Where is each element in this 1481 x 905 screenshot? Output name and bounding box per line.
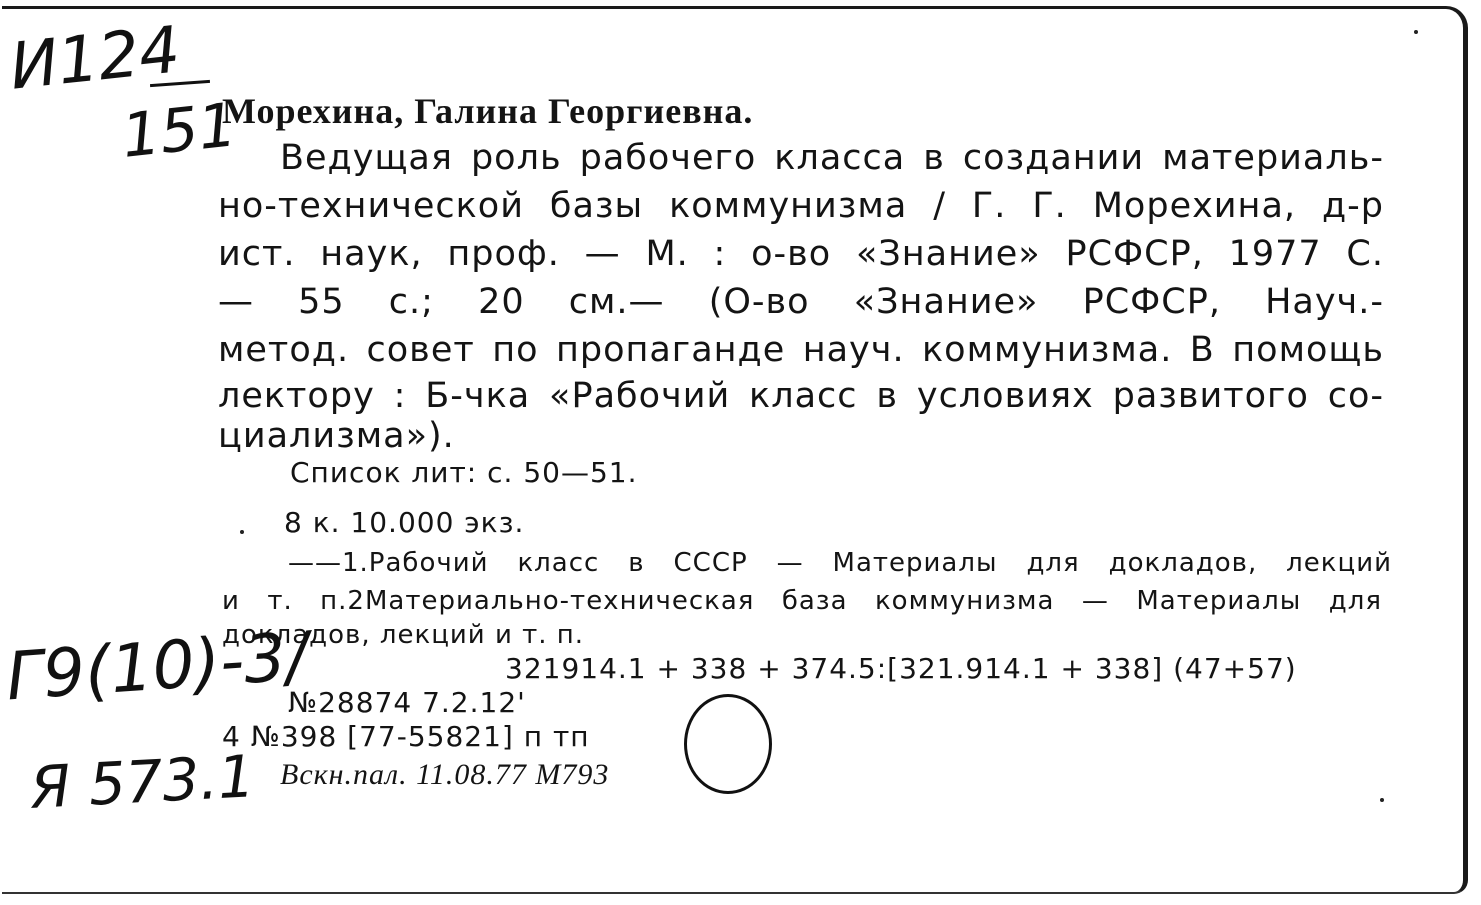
subject-line-2: и т. п.2Материально-техническая база коммунизма — Материалы для	[222, 586, 1382, 616]
handwritten-call-number-bottom: 151	[118, 90, 240, 172]
handwritten-classification: Г9(10)-3/	[3, 617, 311, 716]
author-heading: Морехина, Галина Георгиевна.	[222, 91, 754, 131]
description-line-6: лектору : Б-чка «Рабочий класс в условиях развитого со-	[218, 376, 1384, 416]
handwritten-inventory: Я 573.1	[28, 742, 257, 822]
handwritten-call-number-top: И124	[6, 13, 184, 105]
speck-2	[1380, 798, 1384, 802]
description-line-2: но-технической базы коммунизма / Г. Г. Морехина, д-р	[218, 186, 1384, 226]
order-number: 4 №398 [77-55821] п тп	[222, 720, 590, 753]
speck-1	[1414, 30, 1418, 34]
description-line-5: метод. совет по пропаганде науч. коммунизма. В помощь	[218, 330, 1384, 370]
stamp-circle	[684, 694, 772, 794]
description-line-4: — 55 с.; 20 см.— (О-во «Знание» РСФСР, Науч.-	[218, 282, 1384, 322]
subject-line-3: докладов, лекций и т. п.	[222, 620, 585, 650]
speck-3	[240, 530, 244, 534]
description-line-1: Ведущая роль рабочего класса в создании материаль-	[280, 138, 1384, 178]
bbk-index: №28874 7.2.12'	[288, 686, 526, 719]
udc-index: 321914.1 + 338 + 374.5:[321.914.1 + 338] (47+57)	[505, 652, 1297, 685]
description-line-7: циализма»).	[218, 416, 455, 456]
description-line-3: ист. наук, проф. — М. : о-во «Знание» РСФСР, 1977 С.	[218, 234, 1384, 274]
bibliography-note: Список лит: с. 50—51.	[290, 456, 638, 489]
printing-note: Вскн.пал. 11.08.77 М793	[280, 758, 610, 791]
subject-line-1: ——1.Рабочий класс в СССР — Материалы для докладов, лекций	[288, 548, 1392, 578]
price-copies: 8 к. 10.000 экз.	[284, 506, 525, 539]
